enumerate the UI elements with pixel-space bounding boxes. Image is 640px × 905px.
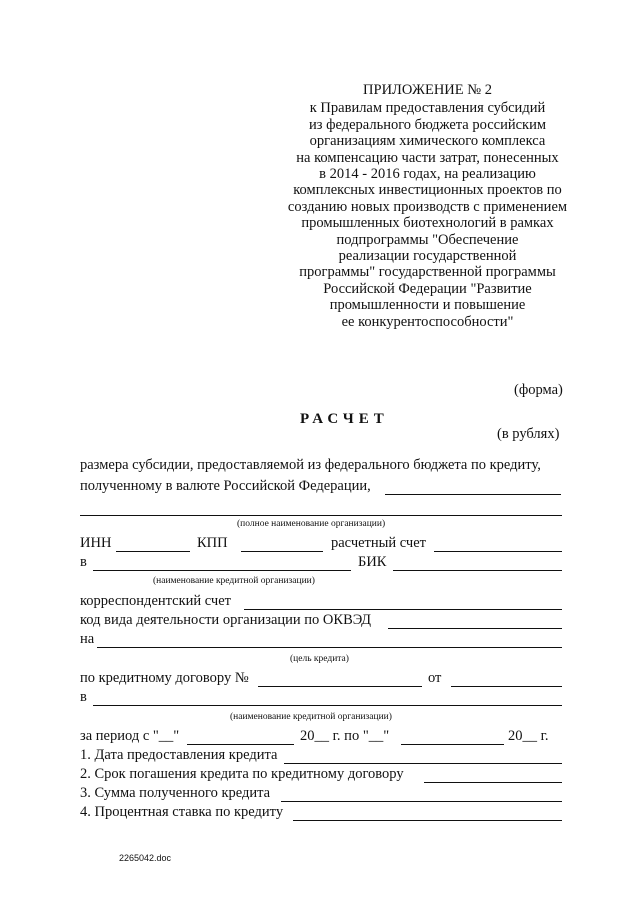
period-from-label: за период с "__" xyxy=(80,728,180,744)
intro-line-1: размера субсидии, предоставляемой из федерального бюджета по кредиту, xyxy=(80,457,541,473)
item-2-blank[interactable] xyxy=(424,782,562,783)
appendix-line: комплексных инвестиционных проектов по xyxy=(293,182,562,199)
item-4-label: 4. Процентная ставка по кредиту xyxy=(80,804,284,820)
appendix-line: ее конкурентоспособности" xyxy=(341,313,514,330)
intro-blank[interactable] xyxy=(385,494,561,495)
appendix-title: ПРИЛОЖЕНИЕ № 2 xyxy=(363,82,492,98)
appendix-line: на компенсацию части затрат, понесенных xyxy=(296,149,559,166)
period-start-blank[interactable] xyxy=(187,744,294,745)
item-3-blank[interactable] xyxy=(281,801,562,802)
period-end-blank[interactable] xyxy=(401,744,504,745)
corr-account-blank[interactable] xyxy=(244,609,562,610)
appendix-line: к Правилам предоставления субсидий xyxy=(309,100,546,117)
appendix-line: подпрограммы "Обеспечение xyxy=(336,231,519,248)
kpp-blank[interactable] xyxy=(241,551,323,552)
appendix-line: из федерального бюджета российским xyxy=(308,116,547,133)
appendix-line: промышленных биотехнологий в рамках xyxy=(301,215,554,232)
kpp-label: КПП xyxy=(197,535,228,551)
intro-line-2: полученному в валюте Российской Федерации, xyxy=(80,478,371,494)
credit-purpose-blank[interactable] xyxy=(97,647,562,648)
bik-label: БИК xyxy=(358,554,387,570)
appendix-line: созданию новых производств с применением xyxy=(287,198,568,215)
hint-credit-purpose: (цель кредита) xyxy=(290,654,349,664)
form-label: (форма) xyxy=(514,382,563,398)
org-name-blank[interactable] xyxy=(80,515,562,516)
from-label: от xyxy=(428,670,442,686)
in2-label: в xyxy=(80,689,87,705)
bik-blank[interactable] xyxy=(393,570,562,571)
appendix-header xyxy=(265,82,590,330)
account-blank[interactable] xyxy=(434,551,562,552)
period-year1-label: 20__ г. по "__" xyxy=(300,728,390,744)
okved-blank[interactable] xyxy=(388,628,562,629)
item-1-label: 1. Дата предоставления кредита xyxy=(80,747,278,763)
account-label: расчетный счет xyxy=(331,535,426,551)
appendix-line: промышленности и повышение xyxy=(329,297,526,314)
appendix-line: программы" государственной программы xyxy=(299,264,556,281)
hint-bank-name2: (наименование кредитной организации) xyxy=(230,712,392,722)
hint-org-name: (полное наименование организации) xyxy=(237,519,386,529)
hint-bank-name: (наименование кредитной организации) xyxy=(153,576,315,586)
in-label: в xyxy=(80,554,87,570)
currency-note: (в рублях) xyxy=(497,426,560,442)
bank-name-blank[interactable] xyxy=(93,570,351,571)
inn-label: ИНН xyxy=(80,535,112,551)
on-label: на xyxy=(80,631,95,647)
inn-blank[interactable] xyxy=(116,551,190,552)
item-1-blank[interactable] xyxy=(284,763,562,764)
document-heading: РАСЧЕТ xyxy=(300,411,389,427)
contract-date-blank[interactable] xyxy=(451,686,562,687)
period-year2-label: 20__ г. xyxy=(508,728,549,744)
appendix-line: в 2014 - 2016 годах, на реализацию xyxy=(319,166,536,183)
item-4-blank[interactable] xyxy=(293,820,562,821)
okved-label: код вида деятельности организации по ОКВЭД xyxy=(80,612,371,628)
footer-filename: 2265042.doc xyxy=(119,853,172,863)
appendix-line: Российской Федерации "Развитие xyxy=(323,280,532,297)
appendix-line: реализации государственной xyxy=(338,248,517,265)
item-3-label: 3. Сумма полученного кредита xyxy=(80,785,271,801)
corr-account-label: корреспондентский счет xyxy=(80,593,231,609)
appendix-line: организациям химического комплекса xyxy=(309,133,546,150)
contract-label: по кредитному договору № xyxy=(80,670,249,686)
item-2-label: 2. Срок погашения кредита по кредитному договору xyxy=(80,766,404,782)
bank-name2-blank[interactable] xyxy=(93,705,562,706)
contract-number-blank[interactable] xyxy=(258,686,422,687)
